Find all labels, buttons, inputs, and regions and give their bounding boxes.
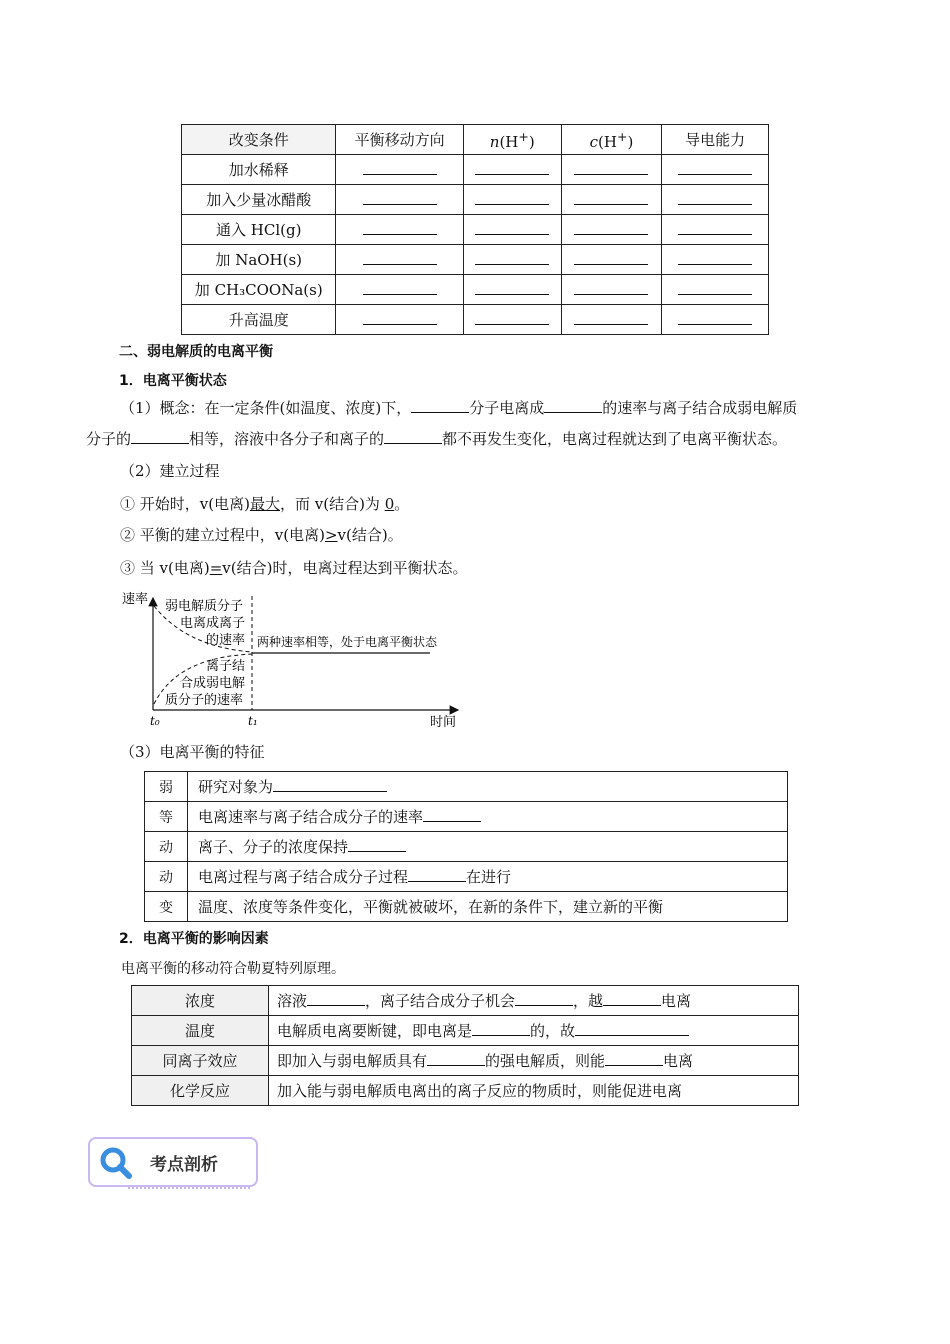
answer-blank[interactable] (363, 190, 437, 205)
answer-blank[interactable] (678, 160, 752, 175)
search-icon (98, 1145, 134, 1181)
answer-blank[interactable] (363, 220, 437, 235)
y-label: 速率 (122, 592, 149, 607)
answer-blank[interactable] (131, 429, 189, 444)
table-row (145, 892, 788, 922)
answer-blank[interactable] (273, 777, 387, 792)
step-3: ③ 当 v(电离)=v(结合)时，电离过程达到平衡状态。 (120, 559, 468, 577)
header-c: c(H+) (561, 125, 662, 155)
feature-key: 动 (145, 862, 188, 892)
curve1-line1: 弱电解质分子 (165, 599, 244, 614)
row-label: 加 NaOH(s) (182, 245, 336, 275)
answer-blank[interactable] (408, 867, 466, 882)
answer-blank[interactable] (475, 280, 549, 295)
concept-paragraph: （1）概念：在一定条件(如温度、浓度)下， 分子电离成 的速率与离子结合成弱电解质 (120, 399, 798, 417)
badge-underline (128, 1185, 252, 1189)
curve2-line3: 质分子的速率 (165, 693, 244, 708)
answer-blank[interactable] (515, 991, 573, 1006)
answer-blank[interactable] (475, 250, 549, 265)
curve1-line3: 的速率 (206, 633, 246, 648)
answer-blank[interactable] (411, 398, 469, 413)
answer-blank[interactable] (427, 1051, 485, 1066)
table-row (182, 215, 769, 245)
answer-blank[interactable] (575, 1021, 689, 1036)
x-label: 时间 (430, 715, 457, 730)
factor-key: 化学反应 (132, 1076, 269, 1106)
table-row (132, 1046, 799, 1076)
analysis-badge (88, 1137, 258, 1187)
feature-value: 离子、分子的浓度保持 (188, 832, 788, 862)
condition-table (181, 124, 769, 335)
answer-blank[interactable] (574, 220, 648, 235)
step-1: ① 开始时，v(电离)最大，而 v(结合)为 0。 (120, 495, 410, 513)
table-row (132, 1016, 799, 1046)
answer-blank[interactable] (574, 310, 648, 325)
answer-blank[interactable] (574, 190, 648, 205)
intro-text: 电离平衡的移动符合勒夏特列原理。 (121, 961, 345, 977)
features-table (144, 771, 788, 922)
header-shift: 平衡移动方向 (336, 125, 463, 155)
answer-blank[interactable] (678, 190, 752, 205)
factor-value: 加入能与弱电解质电离出的离子反应的物质时，则能促进电离 (269, 1076, 799, 1106)
section-title: 二、弱电解质的电离平衡 (119, 344, 273, 360)
table-row (145, 832, 788, 862)
answer-blank[interactable] (678, 220, 752, 235)
feature-key: 变 (145, 892, 188, 922)
answer-blank[interactable] (605, 1051, 663, 1066)
answer-blank[interactable] (603, 991, 661, 1006)
answer-blank[interactable] (678, 310, 752, 325)
table-row (145, 802, 788, 832)
answer-blank[interactable] (363, 160, 437, 175)
answer-blank[interactable] (475, 160, 549, 175)
table-row (132, 986, 799, 1016)
table-row (145, 862, 788, 892)
table-row (182, 245, 769, 275)
answer-blank[interactable] (574, 250, 648, 265)
answer-blank[interactable] (678, 280, 752, 295)
factor-value: 即加入与弱电解质具有 的强电解质，则能 电离 (269, 1046, 799, 1076)
answer-blank[interactable] (544, 398, 602, 413)
curve1-line2: 电离成离子 (180, 616, 246, 631)
factor-key: 同离子效应 (132, 1046, 269, 1076)
answer-blank[interactable] (363, 250, 437, 265)
feature-key: 等 (145, 802, 188, 832)
answer-blank[interactable] (475, 310, 549, 325)
subsection-title: 2．电离平衡的影响因素 (119, 931, 269, 947)
answer-blank[interactable] (678, 250, 752, 265)
badge-label: 考点剖析 (150, 1155, 218, 1175)
feature-key: 弱 (145, 772, 188, 802)
factor-value: 溶液 ，离子结合成分子机会 ，越 电离 (269, 986, 799, 1016)
t1-label: t₁ (248, 714, 258, 728)
answer-blank[interactable] (472, 1021, 530, 1036)
row-label: 加入少量冰醋酸 (182, 185, 336, 215)
subsection-title: 1．电离平衡状态 (119, 373, 227, 389)
feature-value: 温度、浓度等条件变化，平衡就被破坏，在新的条件下，建立新的平衡 (188, 892, 788, 922)
feature-value: 电离速率与离子结合成分子的速率 (188, 802, 788, 832)
table-row (182, 275, 769, 305)
step-2: ② 平衡的建立过程中，v(电离)>v(结合)。 (120, 526, 403, 544)
header-n: n(H+) (463, 125, 561, 155)
table-row (145, 772, 788, 802)
feature-value: 研究对象为 (188, 772, 788, 802)
features-heading: （3）电离平衡的特征 (120, 743, 265, 761)
process-heading: （2）建立过程 (120, 462, 220, 480)
answer-blank[interactable] (307, 991, 365, 1006)
row-label: 加水稀释 (182, 155, 336, 185)
table-row (132, 1076, 799, 1106)
answer-blank[interactable] (574, 160, 648, 175)
table-row (182, 185, 769, 215)
rate-diagram (118, 586, 468, 736)
table-row (182, 155, 769, 185)
answer-blank[interactable] (348, 837, 406, 852)
factor-value: 电解质电离要断键，即电离是 的，故 (269, 1016, 799, 1046)
answer-blank[interactable] (363, 280, 437, 295)
t0-label: t₀ (150, 714, 160, 728)
row-label: 加 CH₃COONa(s) (182, 275, 336, 305)
header-conductivity: 导电能力 (662, 125, 769, 155)
header-condition: 改变条件 (182, 125, 336, 155)
answer-blank[interactable] (363, 310, 437, 325)
curve2-line2: 合成弱电解 (180, 676, 246, 691)
factors-table (131, 985, 799, 1106)
curve2-line1: 离子结 (206, 659, 246, 674)
answer-blank[interactable] (384, 429, 442, 444)
factor-key: 温度 (132, 1016, 269, 1046)
table-row (182, 305, 769, 335)
factor-key: 浓度 (132, 986, 269, 1016)
feature-key: 动 (145, 832, 188, 862)
row-label: 升高温度 (182, 305, 336, 335)
answer-blank[interactable] (475, 220, 549, 235)
concept-paragraph-cont: 分子的 相等，溶液中各分子和离子的 都不再发生变化，电离过程就达到了电离平衡状态。 (86, 430, 788, 448)
answer-blank[interactable] (574, 280, 648, 295)
equilibrium-label: 两种速率相等，处于电离平衡状态 (257, 635, 438, 649)
answer-blank[interactable] (423, 807, 481, 822)
row-label: 通入 HCl(g) (182, 215, 336, 245)
answer-blank[interactable] (475, 190, 549, 205)
feature-value: 电离过程与离子结合成分子过程 在进行 (188, 862, 788, 892)
